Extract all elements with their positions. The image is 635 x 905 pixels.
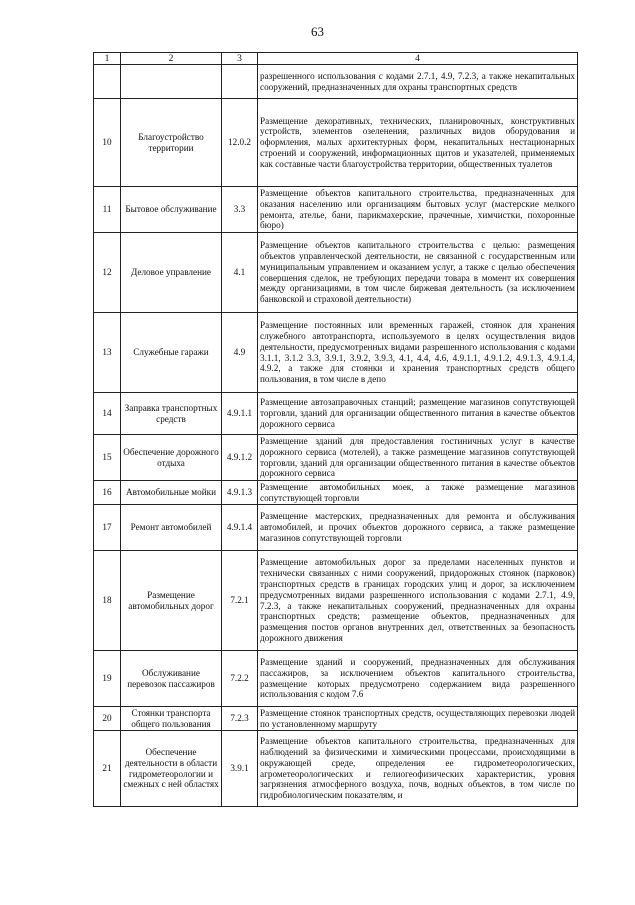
use-name: Служебные гаражи: [121, 313, 222, 393]
row-number: 21: [94, 731, 121, 807]
row-number: 13: [94, 313, 121, 393]
use-description: Размещение автомобильных дорог за пределами населенных пунктов и технически связанных с ними сооружений, придорожных стоянок (парковок) транспортных средств в границах городских улиц и дорог, за исключением предусмотренных видами разрешенного использования с кодами 2.7.1, 4.9, 7.2.3, а также некапитальных сооружений, предназначенных для охраны транспортных средств; размещение объектов, предназначенных для размещения постов органов внутренних дел, ответственных за безопасность дорожного движения: [258, 551, 578, 651]
row-number: 16: [94, 481, 121, 505]
use-description: Размещение автозаправочных станций; размещение магазинов сопутствующей торговли, зданий для организации общественного питания в качестве объектов дорожного сервиса: [258, 393, 578, 435]
use-code: 12.0.2: [222, 99, 258, 187]
use-name: [121, 65, 222, 99]
use-code: 4.9: [222, 313, 258, 393]
header-cell: 4: [258, 53, 578, 65]
header-cell: 1: [94, 53, 121, 65]
use-name: Деловое управление: [121, 233, 222, 313]
table-row: [94, 731, 578, 807]
use-code: 4.9.1.2: [222, 435, 258, 481]
row-number: 18: [94, 551, 121, 651]
table-row: [94, 707, 578, 731]
use-description: Размещение объектов капитального строительства, предназначенных для наблюдений за физическими и химическими процессами, происходящими в окружающей среде, определения ее гидрометеорологических, агрометеорологических и гелиогеофизических характеристик, уровня загрязнения атмосферного воздуха, почв, водных объектов, в том числе по гидробиологическим показателям, и: [258, 731, 578, 807]
table-row: [94, 551, 578, 651]
row-number: 19: [94, 651, 121, 707]
use-description: Размещение постоянных или временных гаражей, стоянок для хранения служебного автотранспорта, используемого в целях осуществления видов деятельности, предусмотренных видами разрешенного использования с кодами 3.1.1, 3.1.2 3.3, 3.9.1, 3.9.2, 3.9.3, 4.1, 4.4, 4.6, 4.9.1.1, 4.9.1.2, 4.9.1.3, 4.9.1.4, 4.9.2, а также для стоянки и хранения транспортных средств общего пользования, в том числе в депо: [258, 313, 578, 393]
table-row: [94, 233, 578, 313]
table-row: [94, 187, 578, 233]
use-description: Размещение объектов капитального строительства, предназначенных для оказания населению или организациям бытовых услуг (мастерские мелкого ремонта, ателье, бани, парикмахерские, прачечные, химчистки, похоронные бюро): [258, 187, 578, 233]
use-code: 4.9.1.1: [222, 393, 258, 435]
use-name: Стоянки транспорта общего пользования: [121, 707, 222, 731]
table-row: [94, 481, 578, 505]
use-name: Обеспечение дорожного отдыха: [121, 435, 222, 481]
table-row: [94, 65, 578, 99]
use-name: Благоустройство территории: [121, 99, 222, 187]
use-description: Размещение стоянок транспортных средств, осуществляющих перевозки людей по установленному маршруту: [258, 707, 578, 731]
use-code: 3.9.1: [222, 731, 258, 807]
use-description: Размещение зданий и сооружений, предназначенных для обслуживания пассажиров, за исключением объектов капитального строительства, размещение которых предусмотрено содержанием вида разрешенного использования с кодом 7.6: [258, 651, 578, 707]
table-row: [94, 435, 578, 481]
use-code: 4.9.1.3: [222, 481, 258, 505]
use-description: Размещение автомобильных моек, а также размещение магазинов сопутствующей торговли: [258, 481, 578, 505]
row-number: 12: [94, 233, 121, 313]
row-number: 11: [94, 187, 121, 233]
page-number: 63: [311, 24, 324, 39]
land-use-table: [93, 52, 578, 807]
use-code: 3.3: [222, 187, 258, 233]
header-cell: 3: [222, 53, 258, 65]
use-name: Автомобильные мойки: [121, 481, 222, 505]
use-code: 4.1: [222, 233, 258, 313]
table-row: [94, 505, 578, 551]
row-number: 17: [94, 505, 121, 551]
use-name: Заправка транспортных средств: [121, 393, 222, 435]
use-description: Размещение зданий для предоставления гостиничных услуг в качестве дорожного сервиса (мотелей), а также размещение магазинов сопутствующей торговли, зданий для организации общественного питания в качестве объектов дорожного сервиса: [258, 435, 578, 481]
use-code: [222, 65, 258, 99]
use-description: Размещение объектов капитального строительства с целью: размещения объектов управленческой деятельности, не связанной с государственным или муниципальным управлением и оказанием услуг, а также с целью обеспечения совершения сделок, не требующих передачи товара в момент их совершения между организациями, в том числе биржевая деятельность (за исключением банковской и страховой деятельности): [258, 233, 578, 313]
use-code: 7.2.2: [222, 651, 258, 707]
use-code: 4.9.1.4: [222, 505, 258, 551]
use-name: Размещение автомобильных дорог: [121, 551, 222, 651]
use-code: 7.2.3: [222, 707, 258, 731]
use-name: Обслуживание перевозок пассажиров: [121, 651, 222, 707]
table-header-row: [94, 53, 578, 65]
use-name: Ремонт автомобилей: [121, 505, 222, 551]
use-name: Обеспечение деятельности в области гидрометеорологии и смежных с ней областях: [121, 731, 222, 807]
table-row: [94, 651, 578, 707]
use-description: разрешенного использования с кодами 2.7.1, 4.9, 7.2.3, а также некапитальных сооружений, предназначенных для охраны транспортных средств: [258, 65, 578, 99]
row-number: [94, 65, 121, 99]
table-row: [94, 99, 578, 187]
use-description: Размещение декоративных, технических, планировочных, конструктивных устройств, элементов озеленения, различных видов оборудования и оформления, малых архитектурных форм, некапитальных нестационарных строений и сооружений, информационных щитов и указателей, применяемых как составные части благоустройства территории, общественных туалетов: [258, 99, 578, 187]
table-row: [94, 393, 578, 435]
row-number: 14: [94, 393, 121, 435]
header-cell: 2: [121, 53, 222, 65]
table-row: [94, 313, 578, 393]
row-number: 10: [94, 99, 121, 187]
use-code: 7.2.1: [222, 551, 258, 651]
use-name: Бытовое обслуживание: [121, 187, 222, 233]
row-number: 20: [94, 707, 121, 731]
row-number: 15: [94, 435, 121, 481]
use-description: Размещение мастерских, предназначенных для ремонта и обслуживания автомобилей, и прочих объектов дорожного сервиса, а также размещение магазинов сопутствующей торговли: [258, 505, 578, 551]
